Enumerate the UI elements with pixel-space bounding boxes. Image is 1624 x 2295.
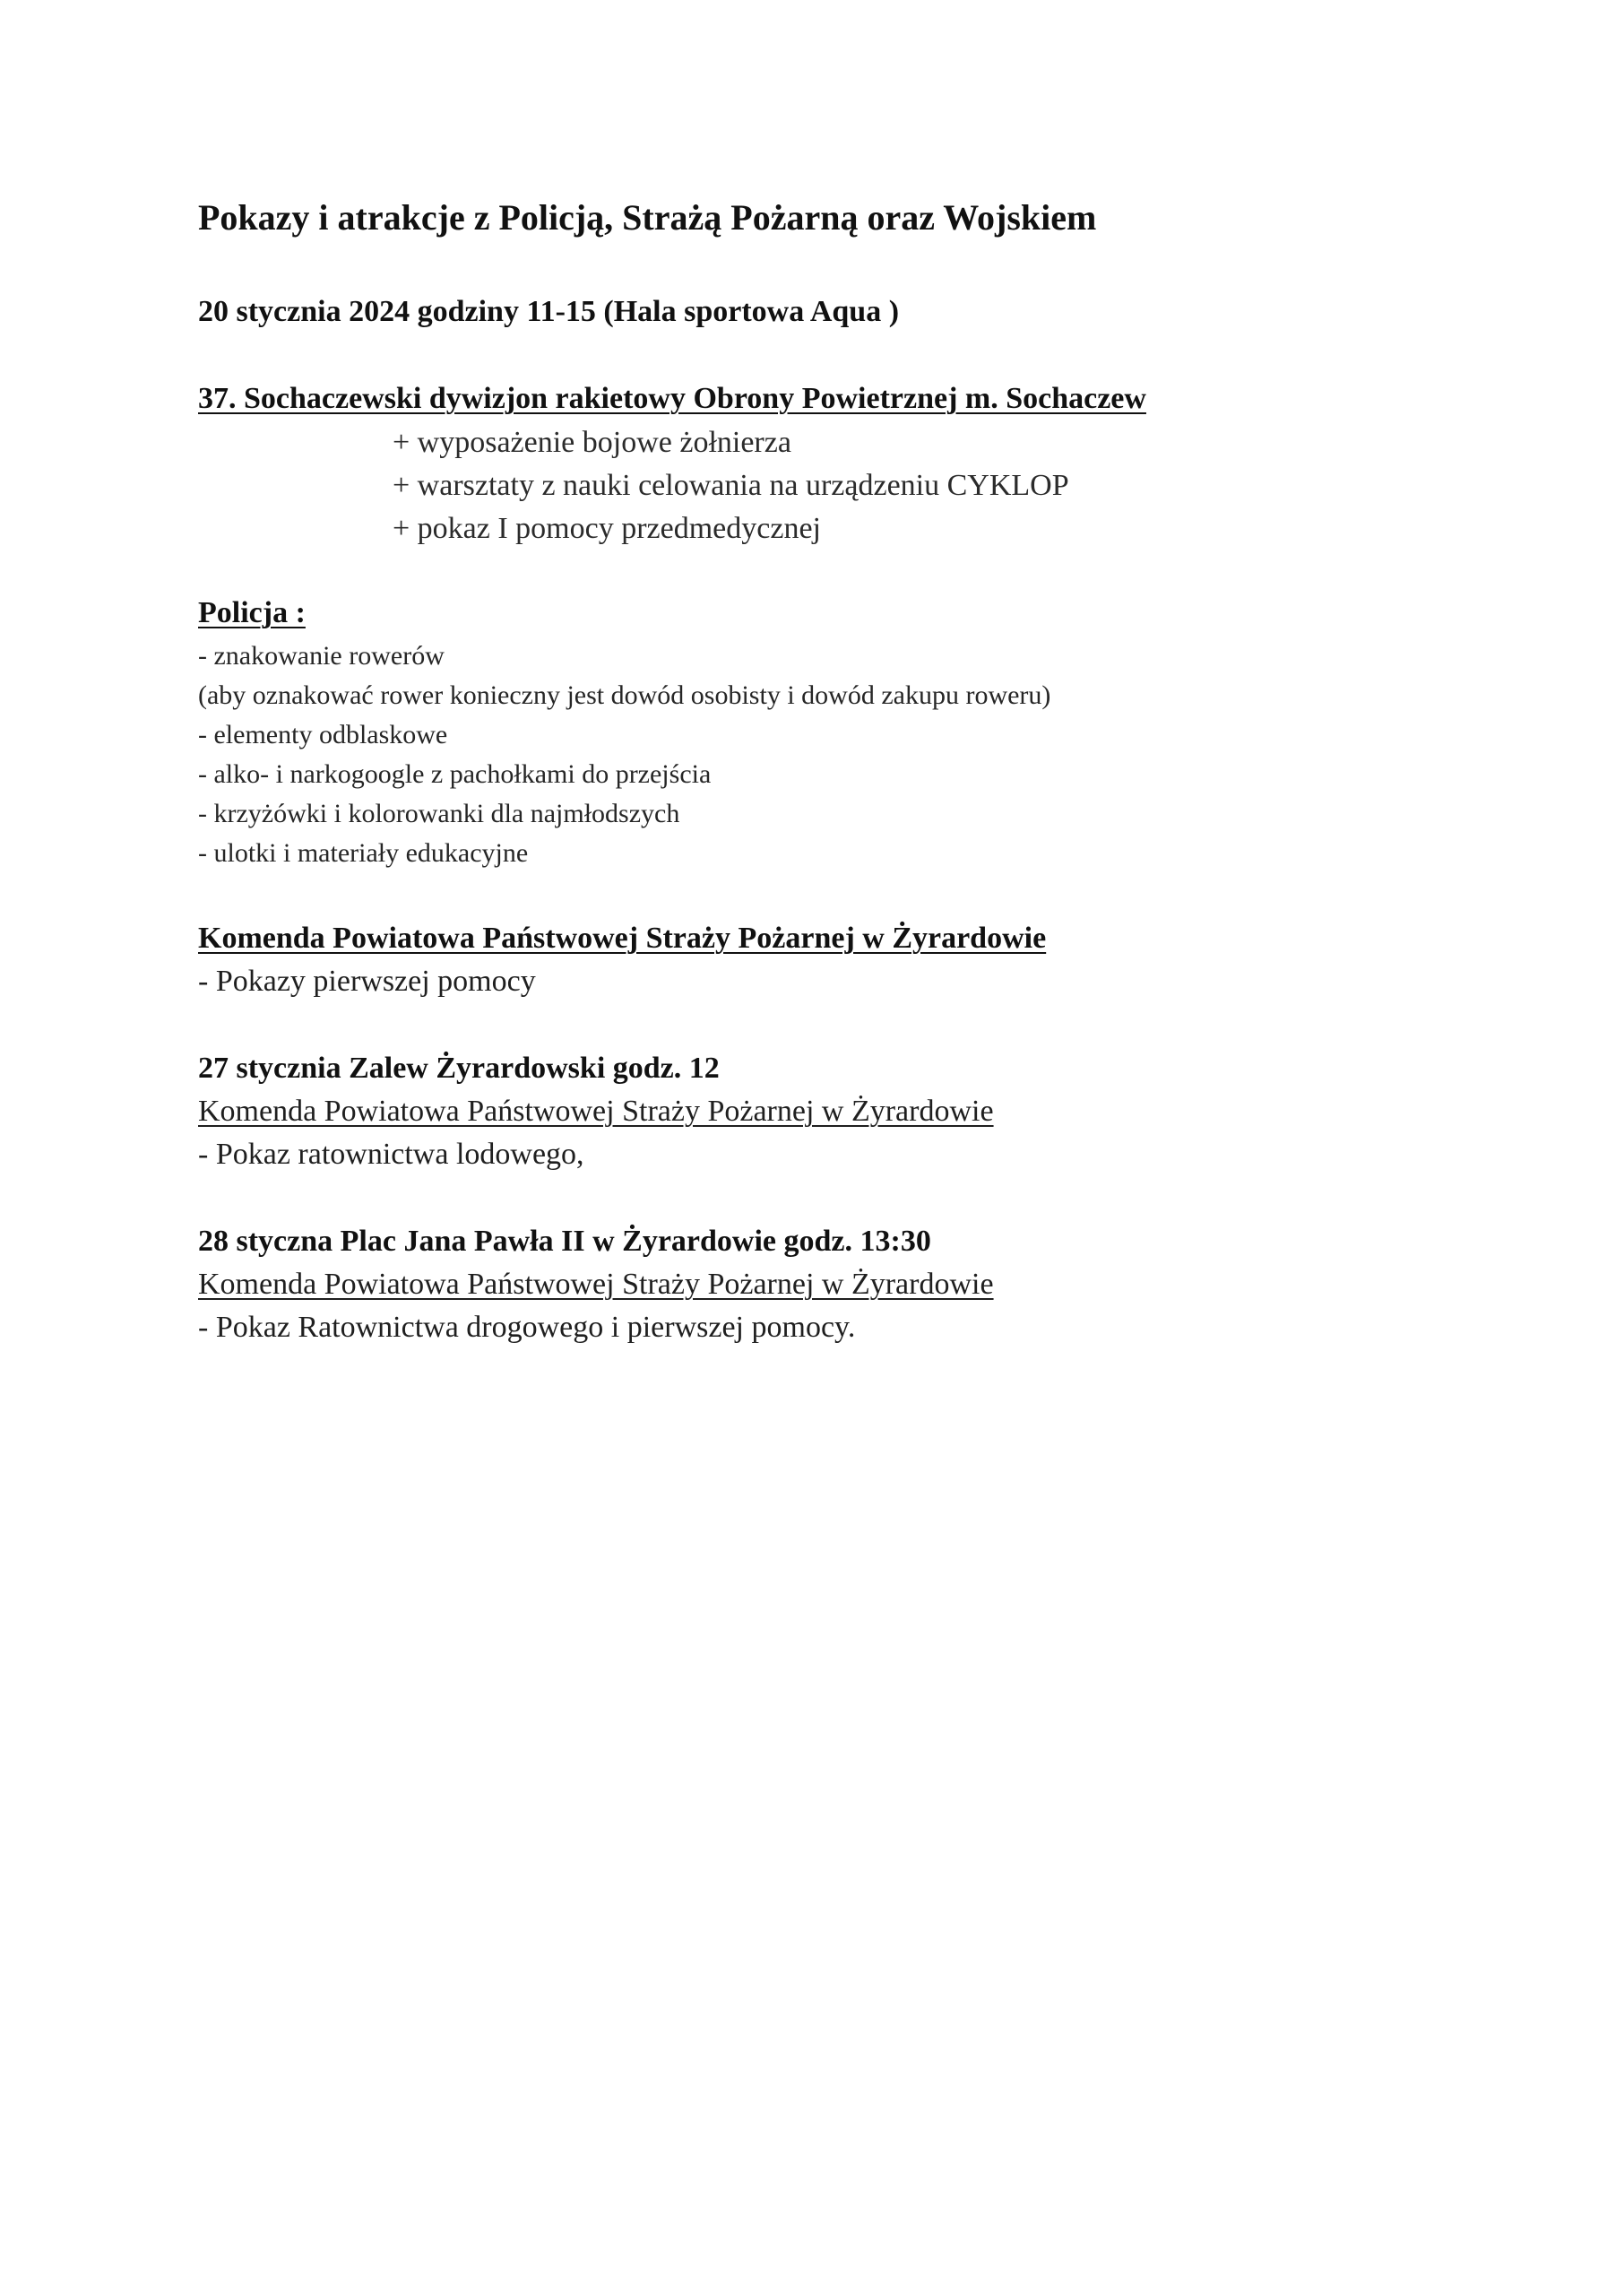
event3-organizer: Komenda Powiatowa Państwowej Straży Pożarnej w Żyrardowie xyxy=(198,1268,994,1301)
military-item: + pokaz I pomocy przedmedycznej xyxy=(393,512,821,545)
event3-item: - Pokaz Ratownictwa drogowego i pierwszej pomocy. xyxy=(198,1311,856,1344)
police-item: - znakowanie rowerów xyxy=(198,641,445,671)
police-item: (aby oznakować rower konieczny jest dowód osobisty i dowód zakupu roweru) xyxy=(198,680,1051,710)
document-title: Pokazy i atrakcje z Policją, Strażą Pożarną oraz Wojskiem xyxy=(198,197,1097,238)
military-unit-heading: 37. Sochaczewski dywizjon rakietowy Obrony Powietrznej m. Sochaczew xyxy=(198,382,1146,415)
police-item: - alko- i narkogoogle z pachołkami do przejścia xyxy=(198,759,712,789)
event3-heading: 28 styczna Plac Jana Pawła II w Żyrardowie godz. 13:30 xyxy=(198,1225,931,1258)
event2-organizer: Komenda Powiatowa Państwowej Straży Pożarnej w Żyrardowie xyxy=(198,1095,994,1128)
military-item: + warsztaty z nauki celowania na urządzeniu CYKLOP xyxy=(393,469,1069,502)
police-item: - ulotki i materiały edukacyjne xyxy=(198,838,529,868)
fire-dept-heading: Komenda Powiatowa Państwowej Straży Pożarnej w Żyrardowie xyxy=(198,922,1047,955)
event1-heading: 20 stycznia 2024 godziny 11-15 (Hala sportowa Aqua ) xyxy=(198,295,900,328)
police-item: - krzyżówki i kolorowanki dla najmłodszych xyxy=(198,799,680,828)
police-heading: Policja : xyxy=(198,596,306,629)
police-item: - elementy odblaskowe xyxy=(198,720,448,749)
event2-heading: 27 stycznia Zalew Żyrardowski godz. 12 xyxy=(198,1052,720,1085)
fire-dept-item: - Pokazy pierwszej pomocy xyxy=(198,965,536,998)
event2-item: - Pokaz ratownictwa lodowego, xyxy=(198,1138,584,1171)
military-item: + wyposażenie bojowe żołnierza xyxy=(393,426,791,459)
